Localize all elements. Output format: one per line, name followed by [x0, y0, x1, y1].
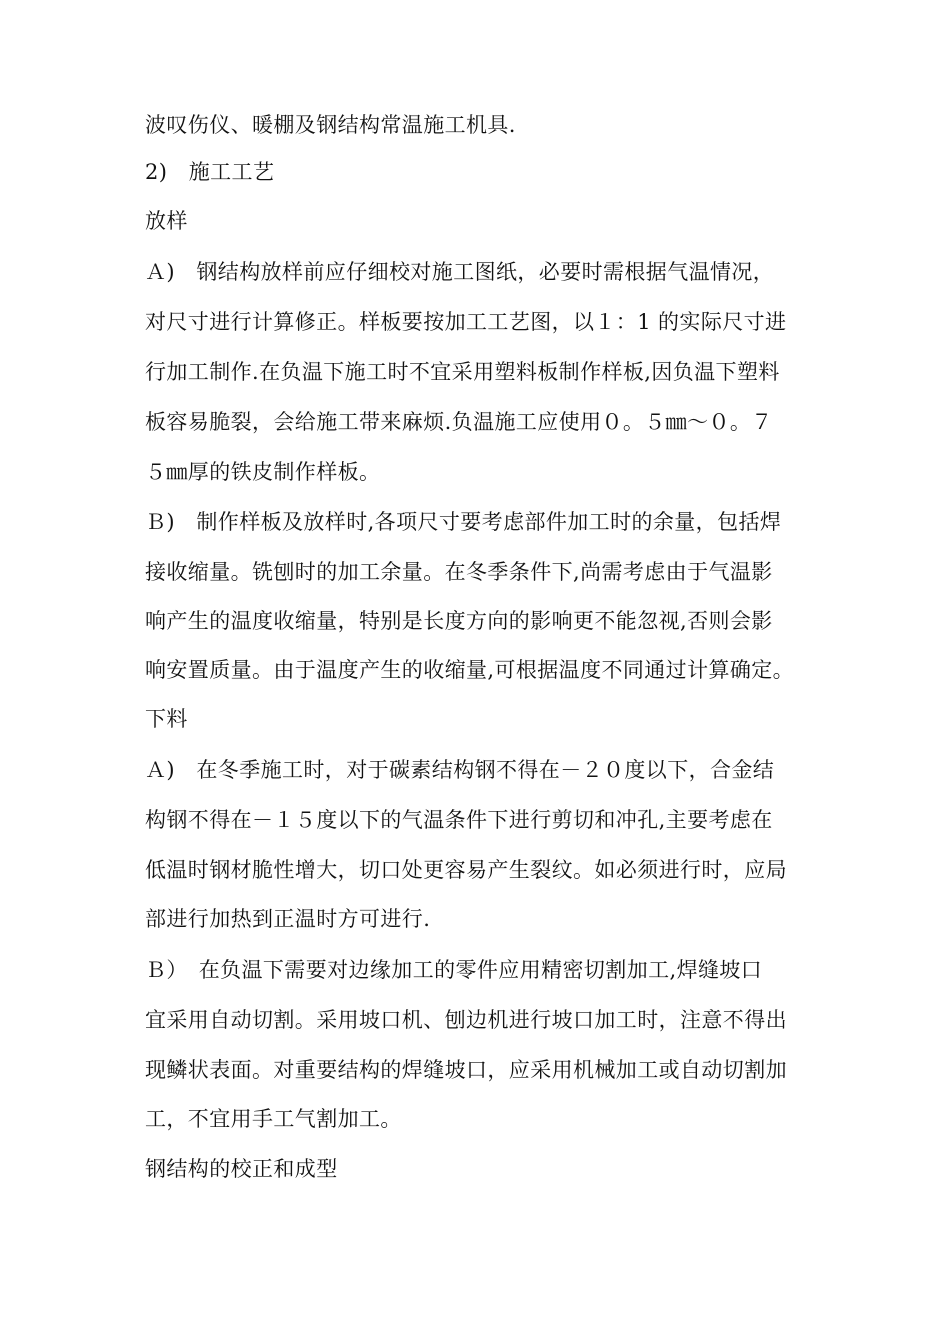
text-line: 对尺寸进行计算修正。样板要按加工工艺图，以１：1 的实际尺寸进 — [145, 310, 787, 334]
text-line: 宜采用自动切割。采用坡口机、刨边机进行坡口加工时，注意不得出 — [145, 1008, 787, 1032]
text-line: 波叹伤仪、暖棚及钢结构常温施工机具. — [145, 113, 516, 137]
text-line: Ａ) 在冬季施工时，对于碳素结构钢不得在－２０度以下，合金结 — [145, 758, 775, 782]
text-line: 板容易脆裂，会给施工带来麻烦.负温施工应使用０。５㎜～０。７ — [145, 410, 773, 434]
text-line: 构钢不得在－１５度以下的气温条件下进行剪切和冲孔,主要考虑在 — [145, 808, 773, 832]
text-line: Ｂ） 在负温下需要对边缘加工的零件应用精密切割加工,焊缝坡口 — [145, 958, 763, 982]
text-line: 部进行加热到正温时方可进行. — [145, 907, 431, 931]
subsection-heading: 放样 — [145, 209, 188, 233]
text-line: 低温时钢材脆性增大，切口处更容易产生裂纹。如必须进行时，应局 — [145, 858, 787, 882]
text-line: 现鳞状表面。对重要结构的焊缝坡口，应采用机械加工或自动切割加 — [145, 1058, 787, 1082]
text-line: 响安置质量。由于温度产生的收缩量,可根据温度不同通过计算确定。 — [145, 658, 795, 682]
section-heading: 2) 施工工艺 — [145, 160, 275, 184]
text-line: 行加工制作.在负温下施工时不宜采用塑料板制作样板,因负温下塑料 — [145, 360, 780, 384]
text-line: Ａ) 钢结构放样前应仔细校对施工图纸，必要时需根据气温情况， — [145, 260, 775, 284]
subsection-heading: 钢结构的校正和成型 — [145, 1157, 338, 1181]
text-line: 工，不宜用手工气割加工。 — [145, 1107, 402, 1131]
text-line: ５㎜厚的铁皮制作样板。 — [145, 460, 381, 484]
subsection-heading: 下料 — [145, 707, 188, 731]
text-line: 响产生的温度收缩量，特别是长度方向的影响更不能忽视,否则会影 — [145, 609, 773, 633]
text-line: 接收缩量。铣刨时的加工余量。在冬季条件下,尚需考虑由于气温影 — [145, 560, 773, 584]
text-line: Ｂ) 制作样板及放样时,各项尺寸要考虑部件加工时的余量，包括焊 — [145, 510, 782, 534]
